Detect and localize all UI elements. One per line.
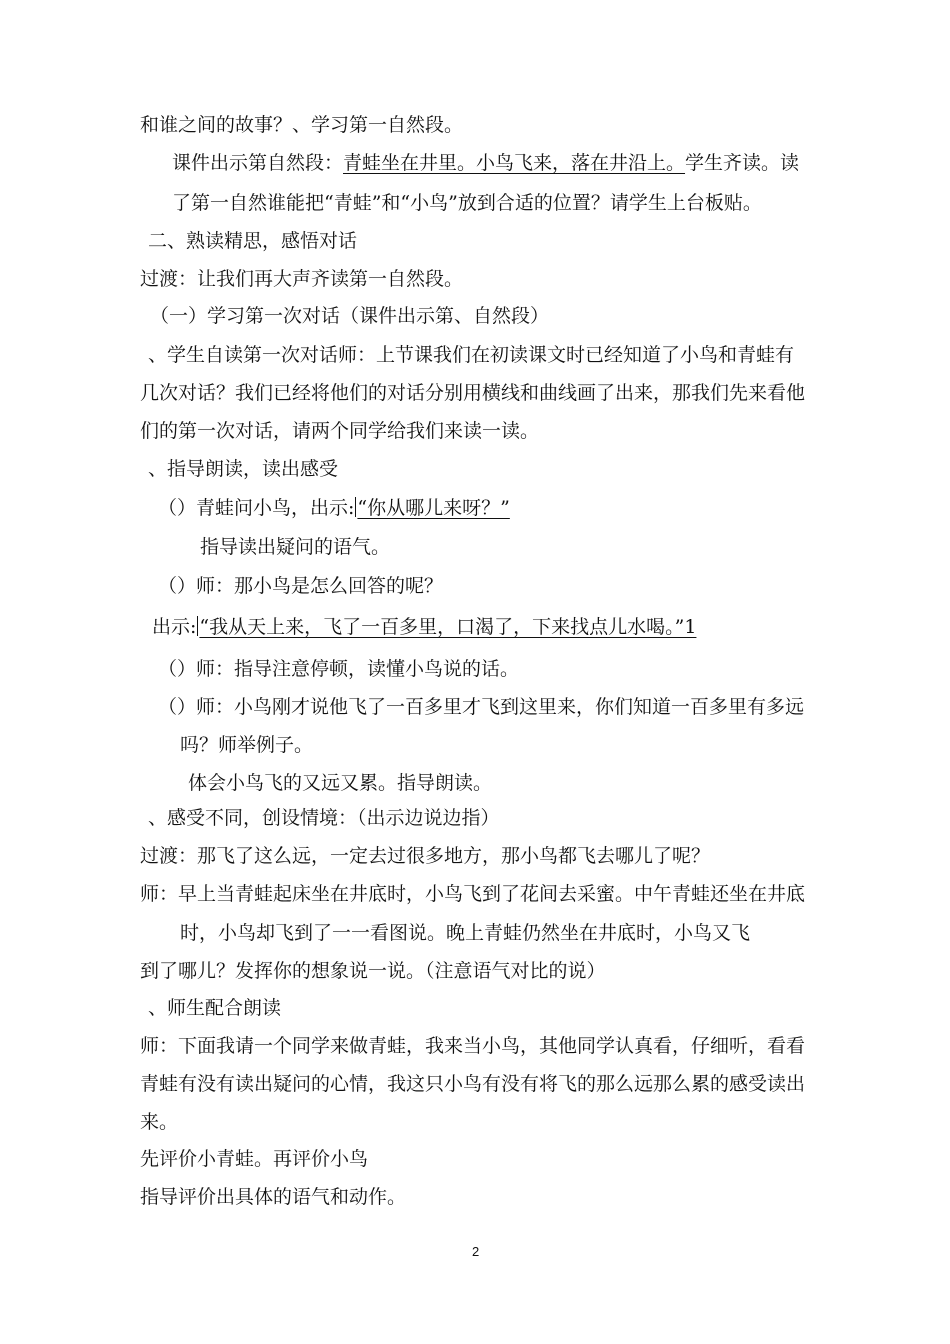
underlined-quote-1: 青蛙坐在井里。小鸟飞来，落在井沿上。 — [343, 152, 686, 174]
text-line-21: 师：早上当青蛙起床坐在井底时，小鸟飞到了花间去采蜜。中午青蛙还坐在井底 — [140, 883, 806, 905]
text-line-22: 时，小鸟却飞到了一一看图说。晚上青蛙仍然坐在井底时，小鸟又飞 — [180, 922, 751, 944]
text-line-24: 、师生配合朗读 — [148, 997, 282, 1019]
text-line-25: 师：下面我请一个同学来做青蛙，我来当小鸟，其他同学认真看，仔细听，看看 — [140, 1035, 806, 1057]
text-line-15: （）师：指导注意停顿，读懂小鸟说的话。 — [158, 658, 520, 680]
text-line-20: 过渡：那飞了这么远，一定去过很多地方，那小鸟都飞去哪儿了呢？ — [140, 845, 711, 867]
text-line-11 — [158, 495, 510, 521]
underlined-quote-2: “你从哪儿来呀？” — [357, 497, 510, 519]
text-line-14 — [152, 614, 696, 640]
page-number: 2 — [472, 1244, 480, 1259]
text-line-14-lead: 出示: — [152, 616, 197, 638]
text-line-10: 、指导朗读，读出感受 — [148, 458, 339, 480]
text-line-16: （）师：小鸟刚才说他飞了一百多里才飞到这里来，你们知道一百多里有多远 — [158, 696, 805, 718]
text-line-3: 了第一自然谁能把“青蛙”和“小鸟”放到合适的位置？请学生上台板贴。 — [172, 192, 762, 214]
underlined-quote-3: “我从天上来，飞了一百多里，口渴了，下来找点儿水喝。”1 — [199, 616, 697, 638]
text-line-13: （）师：那小鸟是怎么回答的呢？ — [158, 575, 444, 597]
text-line-9: 们的第一次对话，请两个同学给我们来读一读。 — [140, 420, 540, 442]
text-line-28: 先评价小青蛙。再评价小鸟 — [140, 1148, 369, 1170]
text-line-2 — [172, 150, 799, 176]
text-line-1: 和谁之间的故事？、学习第一自然段。 — [140, 114, 464, 136]
text-line-2-tail: 学生齐读。读 — [685, 152, 800, 174]
text-line-12: 指导读出疑问的语气。 — [200, 536, 391, 558]
text-line-2-lead: 课件出示第自然段： — [172, 152, 344, 174]
text-line-17: 吗？师举例子。 — [180, 734, 314, 756]
text-line-5: 过渡：让我们再大声齐读第一自然段。 — [140, 268, 464, 290]
subsection-heading-1: （一）学习第一次对话（课件出示第、自然段） — [150, 305, 550, 327]
text-line-27: 来。 — [140, 1111, 179, 1133]
text-line-7: 、学生自读第一次对话师：上节课我们在初读课文时已经知道了小鸟和青蛙有 — [148, 344, 795, 366]
text-line-23: 到了哪儿？发挥你的想象说一说。（注意语气对比的说） — [140, 960, 606, 982]
text-line-18: 体会小鸟飞的又远又累。指导朗读。 — [188, 772, 493, 794]
section-heading-2: 二、熟读精思，感悟对话 — [148, 230, 358, 252]
text-line-11-lead: （）青蛙问小鸟，出示: — [158, 497, 355, 519]
text-line-19: 、感受不同，创设情境：（出示边说边指） — [148, 807, 500, 829]
text-line-29: 指导评价出具体的语气和动作。 — [140, 1186, 407, 1208]
text-line-8: 几次对话？我们已经将他们的对话分别用横线和曲线画了出来，那我们先来看他 — [140, 382, 806, 404]
text-line-26: 青蛙有没有读出疑问的心情，我这只小鸟有没有将飞的那么远那么累的感受读出 — [140, 1073, 806, 1095]
